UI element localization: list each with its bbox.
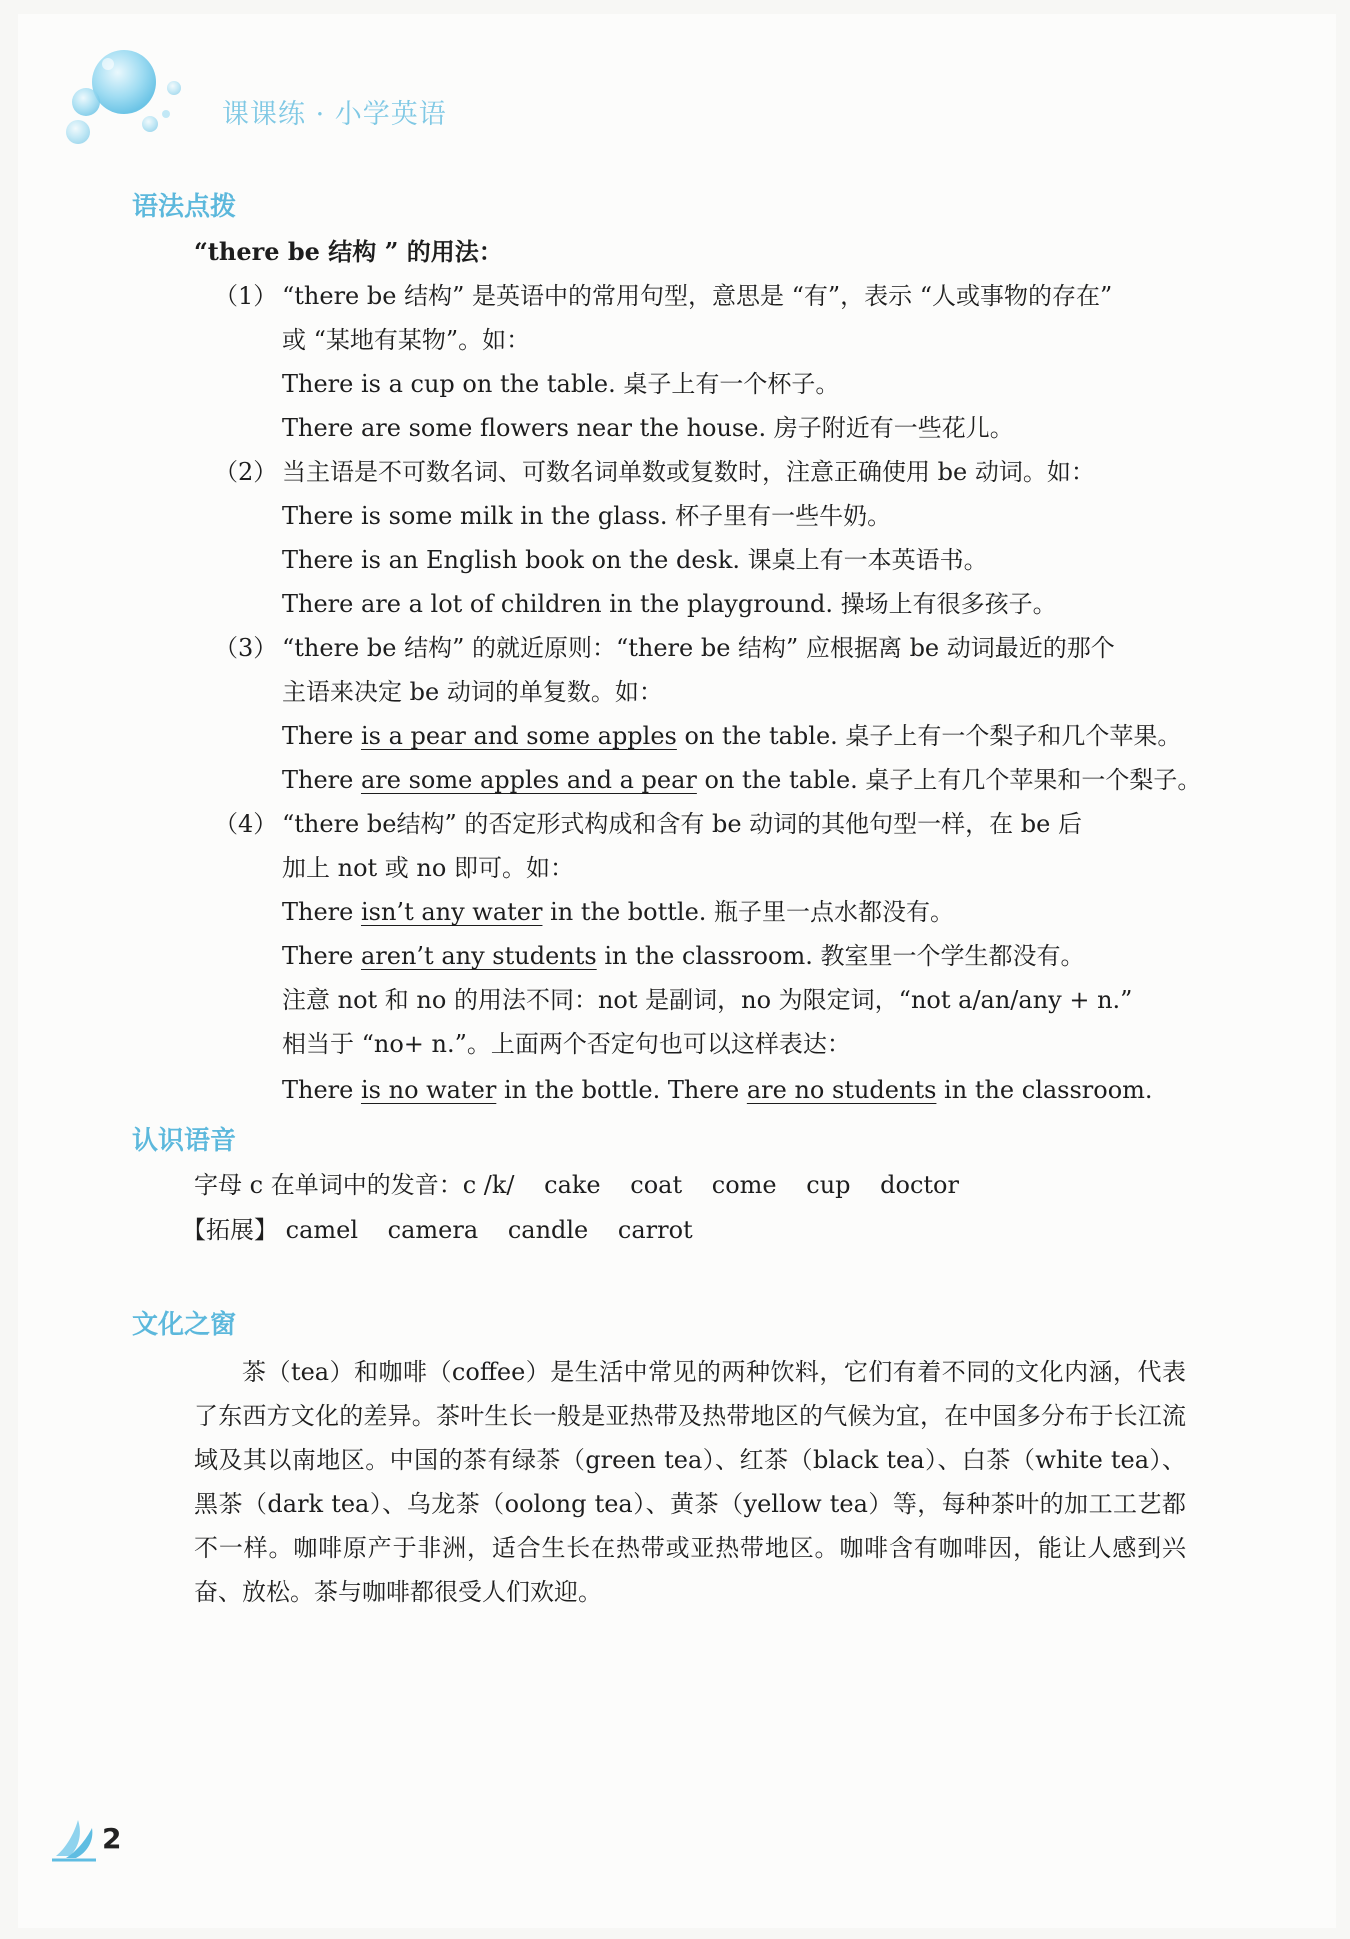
phonics-heading: 认识语音 (132, 1126, 237, 1156)
phonics-word: candle (507, 1216, 589, 1244)
item-number: （4） (214, 810, 278, 838)
item-text: “there be结构” 的否定形式构成和含有 be 动词的其他句型一样，在 be 后 (282, 810, 1082, 838)
phonics-word: cake (544, 1171, 601, 1199)
underlined-phrase: are some apples and a pear (360, 766, 697, 794)
item-text: 主语来决定 be 动词的单复数。如： (282, 678, 663, 706)
item-number: （3） (214, 634, 278, 662)
underlined-phrase: are no students (746, 1076, 937, 1104)
page-number: 2 (102, 1822, 122, 1855)
phonics-word: doctor (880, 1171, 959, 1199)
leaf-wave-icon (52, 1818, 100, 1862)
header-title: 课课练 · 小学英语 (222, 99, 447, 130)
example-sentence: There aren’t any students in the classroom. 教室里一个学生都没有。 (282, 942, 1085, 970)
example-sentence: There are some flowers near the house. 房子附近有一些花儿。 (282, 414, 1014, 442)
phonics-word: carrot (617, 1216, 693, 1244)
underlined-phrase: is no water (360, 1076, 497, 1104)
example-sentence: There is some milk in the glass. 杯子里有一些牛奶。 (282, 502, 892, 530)
extension-label: 【拓展】 (182, 1216, 278, 1244)
example-sentence: There are a lot of children in the playground. 操场上有很多孩子。 (282, 590, 1057, 618)
underlined-phrase: is a pear and some apples (360, 722, 677, 750)
item-text: 加上 not 或 no 即可。如： (282, 854, 574, 882)
water-bubbles-icon (62, 40, 212, 150)
phonics-word: camel (285, 1216, 359, 1244)
culture-heading: 文化之窗 (132, 1310, 237, 1340)
item-text: “there be 结构” 是英语中的常用句型，意思是 “有”，表示 “人或事物的存在” (282, 282, 1113, 310)
note-text: 相当于 “no+ n.”。上面两个否定句也可以这样表达： (282, 1030, 851, 1058)
item-text: 当主语是不可数名词、可数名词单数或复数时，注意正确使用 be 动词。如： (282, 458, 1095, 486)
underlined-phrase: aren’t any students (360, 942, 597, 970)
culture-paragraph: 茶（tea）和咖啡（coffee）是生活中常见的两种饮料，它们有着不同的文化内涵，代表了东西方文化的差异。茶叶生长一般是亚热带及热带地区的气候为宜，在中国多分布于长江流域及其以南地区。中国的茶有绿茶（green tea）、红茶（black tea）、白茶（white tea）、黑茶（dark tea）、乌龙茶（oolong tea）、黄茶（yellow tea）等，每种茶叶的加工工艺都不一样。咖啡原产于非洲，适合生长在热带或亚热带地区。咖啡含有咖啡因，能让人感到兴奋、放松。茶与咖啡都很受人们欢迎。 (194, 1358, 1186, 1606)
phonics-line (194, 1170, 959, 1200)
example-sentence: There is no water in the bottle. There are no students in the classroom. (282, 1076, 1153, 1104)
item-text: “there be 结构” 的就近原则：“there be 结构” 应根据离 be 动词最近的那个 (282, 634, 1115, 662)
example-sentence: There isn’t any water in the bottle. 瓶子里一点水都没有。 (282, 898, 955, 926)
note-text: 注意 not 和 no 的用法不同：not 是副词，no 为限定词，“not a/an/any + n.” (282, 986, 1133, 1014)
example-sentence: There is a pear and some apples on the table. 桌子上有一个梨子和几个苹果。 (282, 722, 1182, 750)
phonics-extension (182, 1215, 693, 1245)
example-sentence: There is an English book on the desk. 课桌上有一本英语书。 (282, 546, 988, 574)
page-header (62, 40, 482, 150)
underlined-phrase: isn’t any water (360, 898, 543, 926)
grammar-intro: “there be 结构 ” 的用法： (194, 237, 503, 266)
item-number: （1） (214, 282, 278, 310)
phonics-word: cup (806, 1171, 851, 1199)
phonics-word: camera (387, 1216, 479, 1244)
phonics-label: 字母 c 在单词中的发音：c /k/ (194, 1171, 515, 1199)
item-number: （2） (214, 458, 278, 486)
grammar-heading: 语法点拨 (132, 192, 237, 222)
page-footer (52, 1818, 132, 1868)
example-sentence: There are some apples and a pear on the table. 桌子上有几个苹果和一个梨子。 (282, 766, 1202, 794)
phonics-word: coat (630, 1171, 683, 1199)
phonics-word: come (711, 1171, 777, 1199)
example-sentence: There is a cup on the table. 桌子上有一个杯子。 (282, 370, 840, 398)
item-text: 或 “某地有某物”。如： (282, 326, 531, 354)
